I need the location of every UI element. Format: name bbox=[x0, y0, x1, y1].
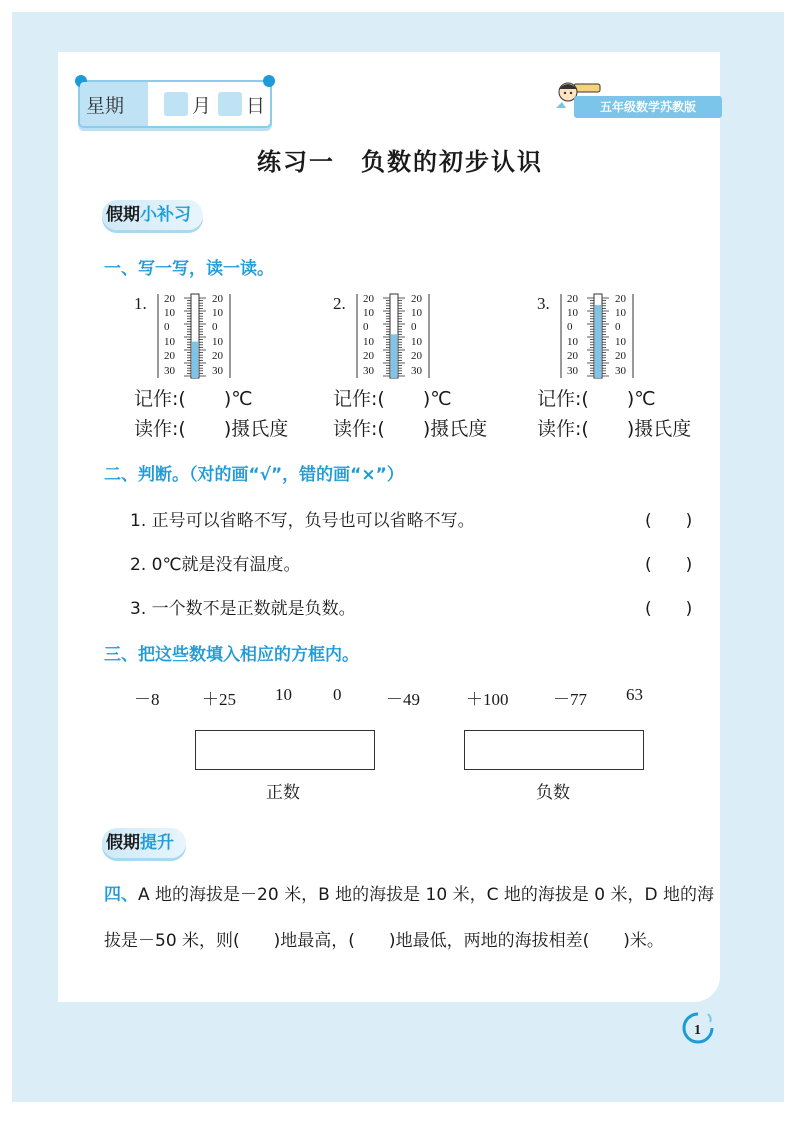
q3-number: －8 bbox=[134, 690, 160, 709]
q3-number: 10 bbox=[275, 685, 292, 704]
negative-box[interactable] bbox=[464, 730, 644, 770]
page-number: 1 bbox=[694, 1023, 701, 1038]
weekday-label: 星期 bbox=[86, 95, 125, 117]
q2-item-1: 1. 正号可以省略不写，负号也可以省略不写。 bbox=[130, 511, 475, 531]
scale-label: 20 bbox=[411, 350, 422, 362]
scale-label: 10 bbox=[411, 307, 422, 319]
scale-label: 20 bbox=[164, 293, 175, 305]
read-answer-line[interactable]: 读作:( )摄氏度 bbox=[537, 418, 692, 440]
thermometer-liquid bbox=[595, 305, 601, 378]
section-pill-boost bbox=[102, 828, 186, 858]
positive-box[interactable] bbox=[195, 730, 375, 770]
date-tab bbox=[78, 80, 272, 128]
thermometer-number: 3. bbox=[537, 294, 550, 313]
scale-label: 20 bbox=[164, 350, 175, 362]
scale-label: 20 bbox=[567, 293, 578, 305]
q2-heading: 二、判断。（对的画“√”，错的画“×”） bbox=[104, 465, 404, 485]
write-answer-line[interactable]: 记作:( )℃ bbox=[333, 388, 452, 410]
scale-label: 10 bbox=[164, 336, 175, 348]
scale-label: 20 bbox=[363, 293, 374, 305]
scale-label: 30 bbox=[567, 365, 578, 377]
scale-label: 30 bbox=[615, 365, 626, 377]
scale-label: 30 bbox=[411, 365, 422, 377]
q2-item-3: 3. 一个数不是正数就是负数。 bbox=[130, 599, 356, 619]
scale-label: 30 bbox=[363, 365, 374, 377]
scale-label: 0 bbox=[615, 321, 621, 333]
scale-label: 30 bbox=[164, 365, 175, 377]
q3-number: 0 bbox=[333, 685, 342, 704]
q3-number: ＋100 bbox=[466, 690, 509, 709]
section-pill-part1: 假期 bbox=[106, 833, 140, 853]
pin-dot-icon bbox=[263, 75, 275, 87]
write-answer-line[interactable]: 记作:( )℃ bbox=[537, 388, 656, 410]
section-pill-part2: 小补习 bbox=[140, 205, 191, 225]
q1-heading: 一、写一写，读一读。 bbox=[104, 259, 274, 279]
q3-number: ＋25 bbox=[202, 690, 236, 709]
write-answer-line[interactable]: 记作:( )℃ bbox=[134, 388, 253, 410]
section-pill-part2: 提升 bbox=[140, 833, 174, 853]
thermometer-number: 2. bbox=[333, 294, 346, 313]
positive-label: 正数 bbox=[266, 783, 300, 803]
q3-number: －77 bbox=[553, 690, 587, 709]
scale-label: 0 bbox=[212, 321, 218, 333]
thermometer bbox=[0, 288, 800, 388]
scale-label: 10 bbox=[363, 307, 374, 319]
q2-answer-3[interactable]: ( ) bbox=[645, 599, 693, 619]
page-number-badge bbox=[680, 1010, 716, 1046]
scale-label: 30 bbox=[212, 365, 223, 377]
scale-label: 10 bbox=[567, 336, 578, 348]
q2-answer-1[interactable]: ( ) bbox=[645, 511, 693, 531]
scale-label: 0 bbox=[164, 321, 170, 333]
scale-label: 20 bbox=[212, 293, 223, 305]
scale-label: 10 bbox=[212, 307, 223, 319]
month-field[interactable] bbox=[164, 92, 188, 116]
scale-label: 20 bbox=[411, 293, 422, 305]
q3-heading: 三、把这些数填入相应的方框内。 bbox=[104, 645, 359, 665]
weekday-field[interactable] bbox=[124, 92, 148, 116]
read-answer-line[interactable]: 读作:( )摄氏度 bbox=[134, 418, 289, 440]
q3-number: －49 bbox=[386, 690, 420, 709]
section-pill-review bbox=[102, 200, 203, 230]
month-label: 月 bbox=[192, 95, 212, 117]
q4-paragraph bbox=[104, 872, 716, 964]
read-answer-line[interactable]: 读作:( )摄氏度 bbox=[333, 418, 488, 440]
scale-label: 10 bbox=[567, 307, 578, 319]
scale-label: 10 bbox=[411, 336, 422, 348]
scale-label: 20 bbox=[615, 350, 626, 362]
scale-label: 10 bbox=[212, 336, 223, 348]
scale-label: 20 bbox=[567, 350, 578, 362]
scale-label: 20 bbox=[363, 350, 374, 362]
section-pill-part1: 假期 bbox=[106, 205, 140, 225]
scale-label: 10 bbox=[164, 307, 175, 319]
q3-number: 63 bbox=[626, 685, 643, 704]
grade-banner: 五年级数学苏教版 bbox=[574, 96, 722, 118]
negative-label: 负数 bbox=[536, 783, 570, 803]
scale-label: 0 bbox=[411, 321, 417, 333]
day-field[interactable] bbox=[218, 92, 242, 116]
scale-label: 10 bbox=[615, 336, 626, 348]
day-label: 日 bbox=[246, 95, 266, 117]
q2-item-2: 2. 0℃就是没有温度。 bbox=[130, 555, 301, 575]
q4-heading: 四、 bbox=[104, 885, 138, 905]
q4-text: A 地的海拔是－20 米，B 地的海拔是 10 米，C 地的海拔是 0 米，D 地的海拔是－50 米，则( )地最高，( )地最低，两地的海拔相差( )米。 bbox=[104, 885, 714, 951]
thermometer-number: 1. bbox=[134, 294, 147, 313]
scale-label: 0 bbox=[363, 321, 369, 333]
page-title: 练习一 负数的初步认识 bbox=[257, 148, 543, 176]
q2-answer-2[interactable]: ( ) bbox=[645, 555, 693, 575]
scale-label: 10 bbox=[615, 307, 626, 319]
scale-label: 10 bbox=[363, 336, 374, 348]
scale-label: 20 bbox=[615, 293, 626, 305]
scale-label: 20 bbox=[212, 350, 223, 362]
scale-label: 0 bbox=[567, 321, 573, 333]
